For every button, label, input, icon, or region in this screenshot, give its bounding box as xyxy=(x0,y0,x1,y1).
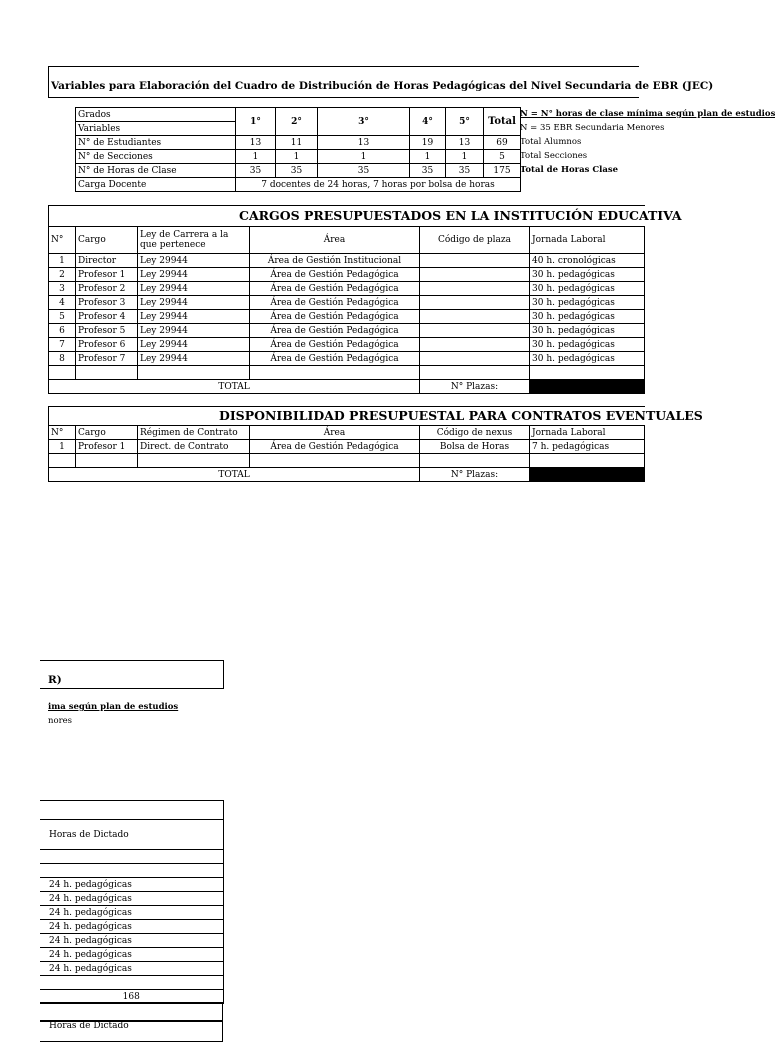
cell: 40 h. cronológicas xyxy=(530,254,645,268)
cell: Área de Gestión Pedagógica xyxy=(250,296,420,310)
carga-value: 7 docentes de 24 horas, 7 horas por bolsa de horas xyxy=(236,178,521,192)
variables-section xyxy=(75,107,775,193)
variables-label: Variables xyxy=(76,122,236,136)
cargos-table xyxy=(48,205,682,394)
cell: 35 xyxy=(318,164,410,178)
cell: 5 xyxy=(49,310,76,324)
cell xyxy=(420,352,530,366)
col-header: Área xyxy=(250,227,420,254)
cargos-section xyxy=(48,205,682,396)
row-total: 175 xyxy=(484,164,521,178)
table-row xyxy=(49,440,645,454)
cell xyxy=(420,310,530,324)
table-row xyxy=(49,282,645,296)
cell: Profesor 2 xyxy=(76,282,138,296)
cell: 4 xyxy=(49,296,76,310)
table-row xyxy=(49,352,645,366)
cell: 13 xyxy=(446,136,484,150)
overflow-title-tail: R) xyxy=(48,674,62,686)
bottom-partial-header: Horas de Dictado xyxy=(49,1021,129,1031)
cargos-title: CARGOS PRESUPUESTADOS EN LA INSTITUCIÓN EDUCATIVA xyxy=(49,206,645,227)
cell: 30 h. pedagógicas xyxy=(530,282,645,296)
cell: 24 h. pedagógicas xyxy=(40,906,223,920)
cell: 19 xyxy=(410,136,446,150)
cell: 2 xyxy=(49,268,76,282)
table-row xyxy=(40,962,223,976)
cell xyxy=(420,296,530,310)
cell: 7 h. pedagógicas xyxy=(530,440,645,454)
cell: 24 h. pedagógicas xyxy=(40,920,223,934)
cell: 1 xyxy=(276,150,318,164)
carga-label: Carga Docente xyxy=(76,178,236,192)
cell: 13 xyxy=(236,136,276,150)
cell: 3 xyxy=(49,282,76,296)
table-row xyxy=(40,878,223,892)
col-header: Ley de Carrera a la que pertenece xyxy=(138,227,250,254)
note: Total Secciones xyxy=(520,151,588,161)
cell: Ley 29944 xyxy=(138,268,250,282)
row-label: N° de Estudiantes xyxy=(76,136,236,150)
cell: Profesor 6 xyxy=(76,338,138,352)
table-row xyxy=(40,948,223,962)
cell: Ley 29944 xyxy=(138,338,250,352)
bottom-partial-section xyxy=(40,1002,224,1031)
cell: 6 xyxy=(49,324,76,338)
cell: 24 h. pedagógicas xyxy=(40,934,223,948)
page-title: Variables para Elaboración del Cuadro de Distribución de Horas Pedagógicas del Nivel Secundaria de EBR (JEC) xyxy=(51,80,714,92)
cell: 24 h. pedagógicas xyxy=(40,892,223,906)
cell: 35 xyxy=(236,164,276,178)
row-label: N° de Horas de Clase xyxy=(76,164,236,178)
grade-header: 3° xyxy=(318,108,410,136)
table-row xyxy=(76,164,521,178)
table-row xyxy=(40,892,223,906)
col-header: Régimen de Contrato xyxy=(138,426,250,440)
cell: 1 xyxy=(410,150,446,164)
cell xyxy=(420,282,530,296)
cell: Área de Gestión Pedagógica xyxy=(250,282,420,296)
disponibilidad-table xyxy=(48,406,703,482)
cell: 13 xyxy=(318,136,410,150)
cell: Profesor 3 xyxy=(76,296,138,310)
table-row xyxy=(49,324,645,338)
cell: 35 xyxy=(276,164,318,178)
cell: 30 h. pedagógicas xyxy=(530,296,645,310)
horas-body xyxy=(40,878,223,976)
cell: 11 xyxy=(276,136,318,150)
cell xyxy=(420,324,530,338)
cell: Área de Gestión Pedagógica xyxy=(250,268,420,282)
note: Total de Horas Clase xyxy=(520,165,619,175)
cell: 35 xyxy=(446,164,484,178)
cell: 30 h. pedagógicas xyxy=(530,324,645,338)
cell: Ley 29944 xyxy=(138,282,250,296)
overflow-title-box xyxy=(40,660,224,689)
col-header: N° xyxy=(49,227,76,254)
cell: 30 h. pedagógicas xyxy=(530,352,645,366)
total-label: TOTAL xyxy=(49,468,420,482)
cell: Direct. de Contrato xyxy=(138,440,250,454)
note: Total Alumnos xyxy=(520,137,582,147)
table-row xyxy=(40,934,223,948)
cell: Área de Gestión Pedagógica xyxy=(250,324,420,338)
cell: Ley 29944 xyxy=(138,254,250,268)
grade-header: 5° xyxy=(446,108,484,136)
grade-header: 4° xyxy=(410,108,446,136)
col-header: Cargo xyxy=(76,426,138,440)
horas-total: 168 xyxy=(40,990,223,1004)
cell: Ley 29944 xyxy=(138,310,250,324)
col-header: Jornada Laboral xyxy=(530,227,645,254)
table-row xyxy=(76,178,521,192)
disponibilidad-title: DISPONIBILIDAD PRESUPUESTAL PARA CONTRATOS EVENTUALES xyxy=(49,407,645,426)
table-row xyxy=(49,296,645,310)
disponibilidad-section xyxy=(48,406,703,486)
cell: Profesor 7 xyxy=(76,352,138,366)
table-row xyxy=(40,920,223,934)
row-total: 5 xyxy=(484,150,521,164)
variables-table xyxy=(75,107,521,192)
cell: 24 h. pedagógicas xyxy=(40,962,223,976)
row-total: 69 xyxy=(484,136,521,150)
cell: 7 xyxy=(49,338,76,352)
cell: 1 xyxy=(236,150,276,164)
horas-dictado-table xyxy=(40,800,224,1004)
col-header: Cargo xyxy=(76,227,138,254)
horas-header: Horas de Dictado xyxy=(40,820,223,850)
cell: 24 h. pedagógicas xyxy=(40,948,223,962)
grade-header: 2° xyxy=(276,108,318,136)
cell: Ley 29944 xyxy=(138,324,250,338)
overflow-note-2: nores xyxy=(48,716,73,726)
table-row xyxy=(40,906,223,920)
cell xyxy=(420,254,530,268)
cell: Área de Gestión Pedagógica xyxy=(250,338,420,352)
cell: Profesor 4 xyxy=(76,310,138,324)
cell: 8 xyxy=(49,352,76,366)
cargos-body xyxy=(49,254,645,366)
title-box xyxy=(48,66,714,98)
grade-header: 1° xyxy=(236,108,276,136)
col-header: N° xyxy=(49,426,76,440)
horas-dictado-section xyxy=(40,800,224,1002)
cell: Área de Gestión Institucional xyxy=(250,254,420,268)
cell: 1 xyxy=(318,150,410,164)
variables-notes xyxy=(520,107,775,177)
cell: Área de Gestión Pedagógica xyxy=(250,310,420,324)
plazas-value xyxy=(530,380,645,394)
overflow-note-1: ima según plan de estudios xyxy=(48,702,179,712)
col-header: Código de nexus xyxy=(420,426,530,440)
cell: 1 xyxy=(49,254,76,268)
cell: 24 h. pedagógicas xyxy=(40,878,223,892)
table-row xyxy=(76,150,521,164)
grados-label: Grados xyxy=(76,108,236,122)
total-header: Total xyxy=(484,108,521,136)
cell: 30 h. pedagógicas xyxy=(530,310,645,324)
cell: Ley 29944 xyxy=(138,352,250,366)
cell: 35 xyxy=(410,164,446,178)
cell: Área de Gestión Pedagógica xyxy=(250,352,420,366)
table-row xyxy=(49,254,645,268)
table-row xyxy=(49,310,645,324)
total-label: TOTAL xyxy=(49,380,420,394)
cell: 30 h. pedagógicas xyxy=(530,268,645,282)
plazas-label: N° Plazas: xyxy=(420,380,530,394)
cell xyxy=(420,268,530,282)
table-row xyxy=(76,136,521,150)
note: N = 35 EBR Secundaria Menores xyxy=(520,123,665,133)
table-row xyxy=(49,338,645,352)
row-label: N° de Secciones xyxy=(76,150,236,164)
table-row xyxy=(49,268,645,282)
plazas-label: N° Plazas: xyxy=(420,468,530,482)
col-header: Código de plaza xyxy=(420,227,530,254)
cell: 1 xyxy=(446,150,484,164)
cell: 1 xyxy=(49,440,76,454)
cell: Ley 29944 xyxy=(138,296,250,310)
cell xyxy=(420,338,530,352)
cell: Área de Gestión Pedagógica xyxy=(250,440,420,454)
note: N = N° horas de clase mínima según plan de estudios xyxy=(520,109,775,119)
col-header: Jornada Laboral xyxy=(530,426,645,440)
plazas-value xyxy=(530,468,645,482)
cell: Profesor 5 xyxy=(76,324,138,338)
cell: Profesor 1 xyxy=(76,440,138,454)
col-header: Área xyxy=(250,426,420,440)
cell: Bolsa de Horas xyxy=(420,440,530,454)
cell: Director xyxy=(76,254,138,268)
cell: 30 h. pedagógicas xyxy=(530,338,645,352)
cell: Profesor 1 xyxy=(76,268,138,282)
